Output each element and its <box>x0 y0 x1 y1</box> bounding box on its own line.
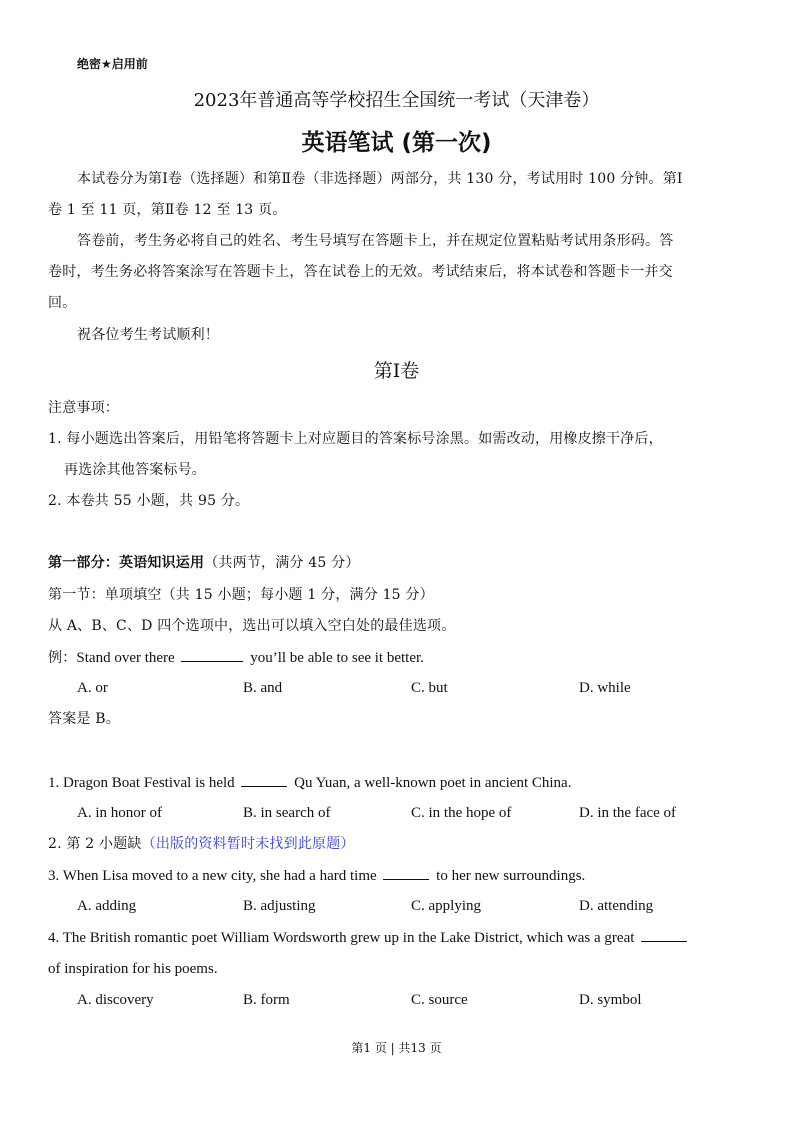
answer-blank <box>383 865 429 880</box>
section1-heading: 第一节：单项填空（共 15 小题；每小题 1 分，满分 15 分） <box>48 587 434 603</box>
question-4-continued: of inspiration for his poems. <box>48 961 218 977</box>
intro-line: 答卷前，考生务必将自己的姓名、考生号填写在答题卡上，并在规定位置粘贴考试用条形码。答 <box>77 233 674 249</box>
q2-missing-note: （出版的资料暂时未找到此原题） <box>141 836 355 852</box>
q1-option-a: A. in honor of <box>77 805 162 821</box>
note-item: 2. 本卷共 55 小题，共 95 分。 <box>48 493 250 509</box>
example-option-a: A. or <box>77 680 108 696</box>
q3-before: 3. When Lisa moved to a new city, she had a hard time <box>48 868 381 884</box>
answer-blank <box>181 647 243 662</box>
intro-line: 本试卷分为第Ⅰ卷（选择题）和第Ⅱ卷（非选择题）两部分，共 130 分，考试用时 100 分钟。第Ⅰ <box>77 171 683 187</box>
q2-prefix: 2. 第 2 小题缺 <box>48 836 142 852</box>
exam-title: 2023年普通高等学校招生全国统一考试（天津卷） <box>193 90 600 111</box>
q3-option-c: C. applying <box>411 898 481 914</box>
question-4 <box>48 927 690 948</box>
q4-option-b: B. form <box>243 992 290 1008</box>
example-sentence <box>48 647 424 668</box>
q1-option-c: C. in the hope of <box>411 805 512 821</box>
question-2 <box>48 834 355 854</box>
part1-heading-rest: （共两节，满分 45 分） <box>204 555 360 571</box>
q3-option-d: D. attending <box>579 898 654 914</box>
page-footer: 第1 页 | 共13 页 <box>351 1041 442 1055</box>
q1-before: 1. Dragon Boat Festival is held <box>48 775 239 791</box>
q3-after: to her new surroundings. <box>432 868 586 884</box>
q4-line1: 4. The British romantic poet William Wordsworth grew up in the Lake District, which was a great <box>48 930 639 946</box>
q3-option-a: A. adding <box>77 898 137 914</box>
q1-after: Qu Yuan, a well-known poet in ancient China. <box>290 775 572 791</box>
question-3 <box>48 865 585 886</box>
part1-heading <box>48 553 360 573</box>
example-answer: 答案是 B。 <box>48 711 120 727</box>
example-label: 例： <box>48 650 77 666</box>
intro-line: 回。 <box>48 295 77 311</box>
question-1 <box>48 772 571 793</box>
intro-line: 卷 1 至 11 页，第Ⅱ卷 12 至 13 页。 <box>48 202 287 218</box>
example-option-b: B. and <box>243 680 283 696</box>
intro-line: 卷时，考生务必将答案涂写在答题卡上，答在试卷上的无效。考试结束后，将本试卷和答题卡一并交 <box>48 264 673 280</box>
notes-heading: 注意事项： <box>48 400 119 416</box>
q1-option-b: B. in search of <box>243 805 331 821</box>
instruction: 从 A、B、C、D 四个选项中，选出可以填入空白处的最佳选项。 <box>48 618 456 634</box>
subject-title: 英语笔试 (第一次) <box>301 130 492 156</box>
answer-blank <box>641 927 687 942</box>
part1-heading-bold: 第一部分：英语知识运用 <box>48 555 205 571</box>
answer-blank <box>241 772 287 787</box>
q4-option-d: D. symbol <box>579 992 642 1008</box>
q4-option-c: C. source <box>411 992 468 1008</box>
example-before: Stand over there <box>76 650 179 666</box>
confidential-label: 绝密★启用前 <box>77 57 148 71</box>
example-after: you’ll be able to see it better. <box>246 650 424 666</box>
q3-option-b: B. adjusting <box>243 898 316 914</box>
wish-line: 祝各位考生考试顺利！ <box>77 327 219 343</box>
q4-option-a: A. discovery <box>77 992 154 1008</box>
example-option-d: D. while <box>579 680 631 696</box>
example-option-c: C. but <box>411 680 448 696</box>
note-item: 1. 每小题选出答案后，用铅笔将答题卡上对应题目的答案标号涂黑。如需改动，用橡皮擦干净后， <box>48 431 663 447</box>
volume-title: 第Ⅰ卷 <box>373 360 420 382</box>
note-item-continued: 再选涂其他答案标号。 <box>64 462 206 478</box>
q1-option-d: D. in the face of <box>579 805 677 821</box>
